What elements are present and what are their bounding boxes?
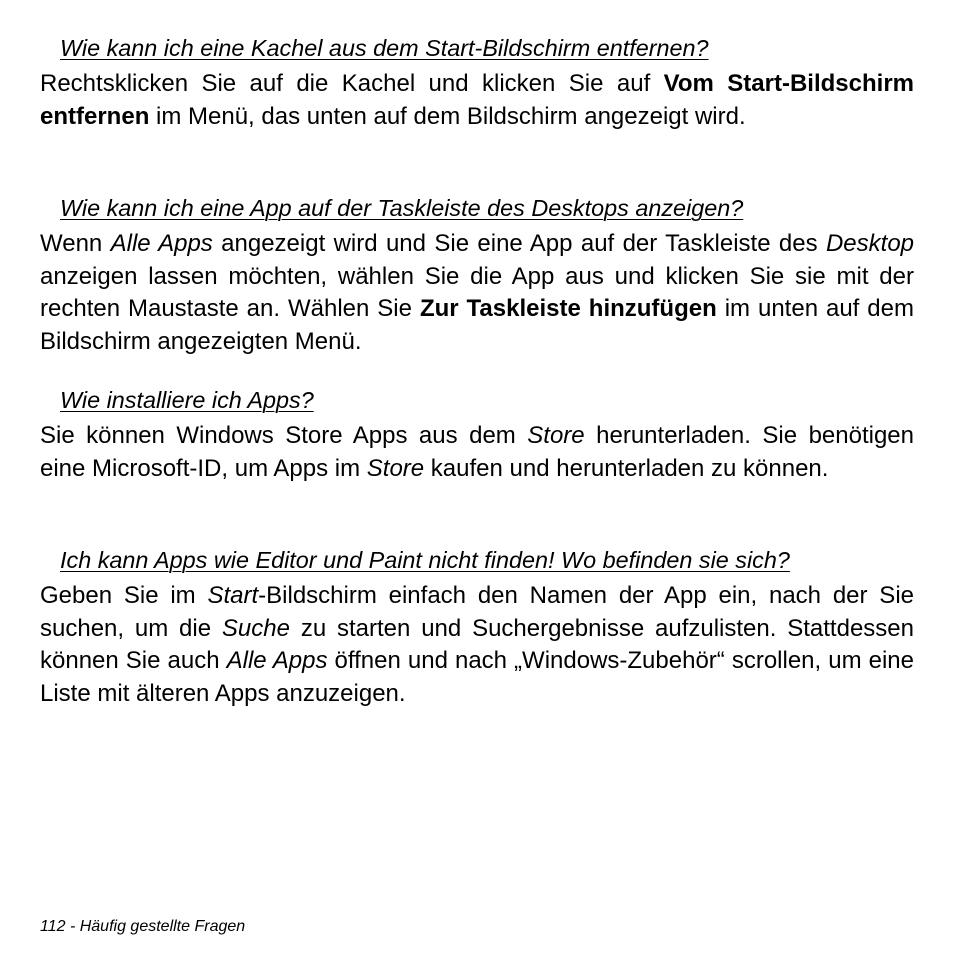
emphasis-italic: Alle Apps [226, 647, 328, 674]
answer-text: Sie können Windows Store Apps aus dem [40, 422, 528, 449]
faq-answer [40, 580, 914, 710]
answer-text: -Bildschirm einfach den Namen der App ein, nach der Sie suchen, um die [40, 582, 914, 642]
emphasis-italic: Store [366, 454, 425, 482]
answer-text: angezeigt wird und Sie eine App auf der Taskleiste des [212, 230, 826, 257]
emphasis-italic: Desktop [825, 230, 915, 257]
answer-text: Geben Sie im [40, 582, 208, 609]
page-footer: 112 - Häufig gestellte Fragen [40, 918, 246, 935]
answer-text: anzeigen lassen möchten, wählen Sie die App aus und klicken Sie sie mit der rechten Maustaste an. Wählen Sie [40, 262, 914, 322]
emphasis-italic: Alle Apps [110, 230, 213, 257]
faq-item-install-apps [40, 386, 914, 485]
faq-item-find-apps [40, 546, 914, 710]
emphasis-italic: Store [527, 422, 585, 449]
faq-answer [40, 228, 914, 358]
faq-item-remove-tile [40, 34, 914, 133]
faq-question: Wie kann ich eine App auf der Taskleiste des Desktops anzeigen? [60, 195, 744, 221]
faq-item-taskbar-app [40, 194, 914, 358]
emphasis-italic: Start [207, 582, 259, 609]
emphasis-italic: Suche [221, 614, 290, 642]
answer-text: zu starten und Suchergebnisse aufzulisten. Stattdessen können Sie auch [40, 614, 914, 674]
faq-question: Wie installiere ich Apps? [60, 387, 314, 413]
faq-answer [40, 420, 914, 485]
answer-text: kaufen und herunterladen zu können. [424, 454, 829, 482]
emphasis-bold: Vom Start-Bildschirm entfernen [40, 70, 914, 130]
faq-answer [40, 68, 914, 133]
faq-question: Ich kann Apps wie Editor und Paint nicht finden! Wo befinden sie sich? [60, 547, 790, 573]
answer-text: im unten auf dem Bildschirm angezeigten Menü. [40, 295, 914, 355]
answer-text: Wenn [40, 230, 111, 257]
answer-text: herunterladen. Sie benötigen eine Microsoft-ID, um Apps im [40, 422, 914, 482]
faq-question: Wie kann ich eine Kachel aus dem Start-Bildschirm entfernen? [60, 35, 709, 61]
answer-text: im Menü, das unten auf dem Bildschirm angezeigt wird. [149, 102, 746, 130]
emphasis-bold: Zur Taskleiste hinzufügen [419, 295, 717, 322]
answer-text: Rechtsklicken Sie auf die Kachel und klicken Sie auf [40, 70, 664, 97]
answer-text: öffnen und nach „Windows-Zubehör“ scrollen, um eine Liste mit älteren Apps anzuzeigen. [40, 647, 914, 707]
